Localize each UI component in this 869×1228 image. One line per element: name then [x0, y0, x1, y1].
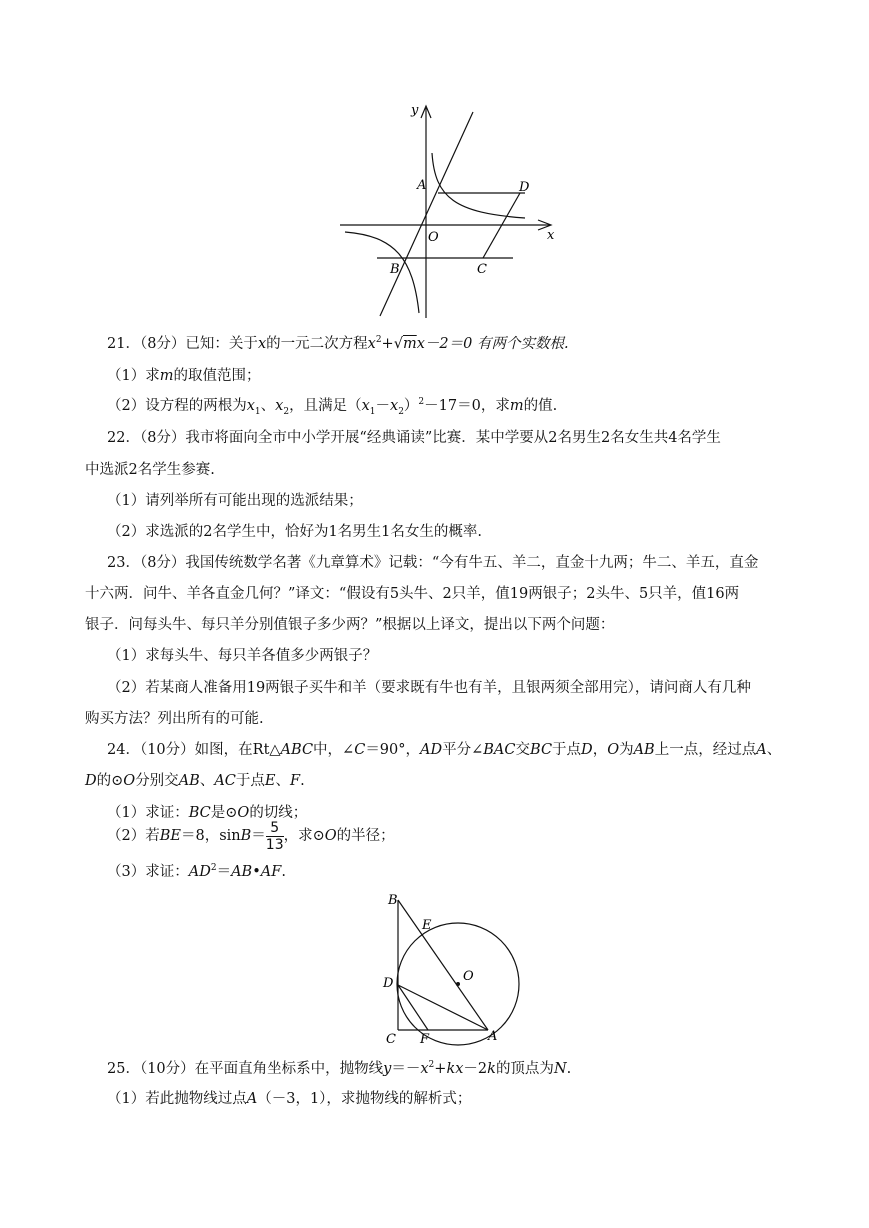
- label-F: F: [420, 1032, 430, 1047]
- q25-part1: （1）若此抛物线过点A（－3，1），求抛物线的解析式；: [107, 1091, 472, 1107]
- label-E: E: [422, 918, 432, 933]
- q22-part1: （1）请列举所有可能出现的选派结果；: [107, 493, 363, 509]
- q23-part2a: （2）若某商人准备用19两银子买牛和羊（要求既有牛也有羊，且银两须全部用完），请问商人有几种: [107, 680, 751, 696]
- label-x: x: [547, 228, 555, 243]
- figure-triangle-circle: [378, 888, 528, 1048]
- label-B: B: [390, 262, 400, 277]
- q24-part3: （3）求证：$AD^2=AB•AF$.: [107, 863, 286, 880]
- q23-part1: （1）求每头牛、每只羊各值多少两银子？: [107, 648, 378, 664]
- q23-line2: 十六两．问牛、羊各直金几何？”译文：“假设有5头牛、2只羊，值19两银子；2头牛、5只羊，值16两: [85, 586, 740, 602]
- q23-line3: 银子．问每头牛、每只羊分别值银子多少两？”根据以上译文，提出以下两个问题：: [85, 617, 615, 633]
- label-O: O: [428, 230, 439, 245]
- label-D: D: [383, 976, 394, 991]
- label-B: B: [388, 893, 398, 908]
- q24-line2: D的⊙O分别交AB、AC于点E、F.: [85, 773, 305, 789]
- q22-line1: 22．（8分）我市将面向全市中小学开展“经典诵读”比赛．某中学要从2名男生2名女生共4名学生: [107, 430, 721, 446]
- label-D: D: [519, 180, 530, 195]
- label-O: O: [463, 969, 474, 984]
- q21-part1: （1）求m的取值范围；: [107, 368, 261, 384]
- q21-part2: （2）设方程的两根为$x_1$、$x_2$，且满足$(x_1-x_2)^2-17=0$，求m的值.: [107, 397, 558, 417]
- q23-part2b: 购买方法？列出所有的可能.: [85, 711, 264, 727]
- q23-line1: 23．（8分）我国传统数学名著《九章算术》记载：“今有牛五、羊二，直金十九两；牛二、羊五，直金: [107, 555, 759, 571]
- q22-part2: （2）求选派的2名学生中，恰好为1名男生1名女生的概率.: [107, 524, 483, 540]
- label-C: C: [386, 1032, 396, 1047]
- label-A: A: [417, 178, 427, 193]
- label-y: y: [411, 103, 419, 118]
- label-A: A: [488, 1029, 498, 1044]
- q24-line1: 24．（10分）如图，在Rt△ABC中，∠C＝90°，AD平分∠BAC交BC于点D，O为AB上一点，经过点A、: [107, 742, 782, 758]
- fraction-5-13: $\frac{5}{13}$: [265, 819, 284, 853]
- q24-part1: （1）求证：BC是⊙O的切线；: [107, 805, 308, 821]
- q22-line2: 中选派2名学生参赛.: [85, 462, 215, 478]
- label-C: C: [477, 262, 487, 277]
- figure-coordinate-graph: [335, 98, 565, 323]
- q24-part2: （2）若BE＝8，sinB＝ $\frac{5}{13}$ ，求⊙O的半径；: [107, 819, 395, 853]
- q25-line1: 25．（10分）在平面直角坐标系中，抛物线$y=-x^2+kx-2k$的顶点为N.: [107, 1060, 572, 1077]
- q21-line1: 21．（8分）已知：关于x的一元二次方程$x^2+√mx-2=0$ 有两个实数根.: [107, 335, 569, 352]
